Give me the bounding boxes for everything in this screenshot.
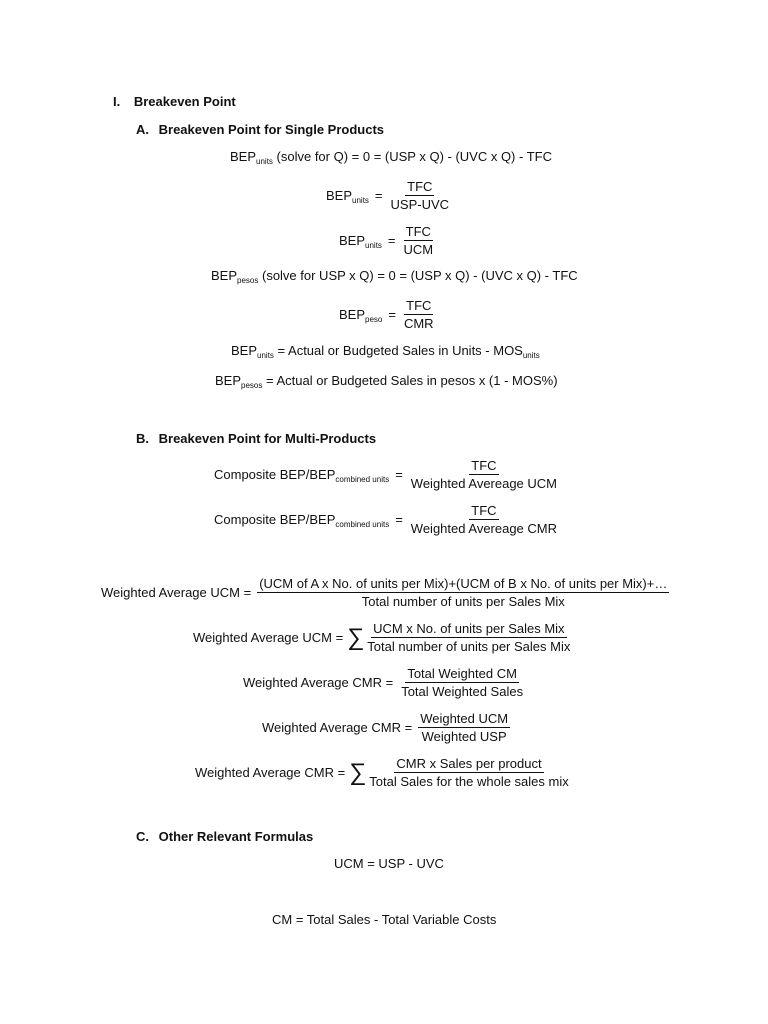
formula-composite-bep-cmr: Composite BEP/$BEP_{combined units}$ = $\frac{\text{TFC}}{\text{Weighted Avereage CMR}}$ [214,503,558,536]
fraction: $\frac{\text{Weighted UCM}}{\text{Weighted USP}}$ [420,711,509,744]
formula-bep-units-tfc-ucm: $BEP_{units}$ = $\frac{\text{TFC}}{\text{UCM}}$ [339,224,434,257]
formula-weighted-cmr-ucm-usp: Weighted Average CMR = $\frac{\text{Weighted UCM}}{\text{Weighted USP}}$ [262,711,509,744]
section-title: Breakeven Point for Multi-Products [158,431,377,446]
formula-weighted-cmr-sigma: Weighted Average CMR = ∑ $\frac{\text{CMR x Sales per product}}{\text{Total Sales for the whole sales mix}}$ [195,756,569,789]
sigma-symbol: ∑ [349,758,367,786]
section-title: Other Relevant Formulas [158,829,314,844]
section-heading-a [136,122,384,137]
formula-weighted-ucm-expanded: Weighted Average UCM = (UCM of A x No. of units per Mix)+(UCM of B x No. of units per Mix)+… Total number of units per Sales Mix [101,576,668,609]
section-heading-c [136,829,313,844]
fraction: (UCM of A x No. of units per Mix)+(UCM of B x No. of units per Mix)+… Total number of units per Sales Mix [259,576,668,609]
formula-bep-units-mos: $BEP_{units}$ = Actual or Budgeted Sales in Units - $MOS_{units}$ [231,343,540,360]
sigma-symbol: ∑ [347,623,365,651]
section-heading-i [113,94,236,109]
section-marker: B. [136,431,149,446]
formula-bep-pesos-mos: $BEP_{pesos}$ = Actual or Budgeted Sales in pesos x (1 - MOS%) [215,373,558,390]
fraction: $\frac{\text{TFC}}{\text{USP-UVC}}$ [390,179,450,212]
fraction: $\frac{\text{UCM x No. of units per Sales Mix}}{\text{Total number of units per Sales Mix}}$ [367,621,571,654]
fraction: $\frac{\text{TFC}}{\text{UCM}}$ [403,224,434,257]
formula-weighted-ucm-sigma: Weighted Average UCM = ∑ $\frac{\text{UCM x No. of units per Sales Mix}}{\text{Total number of units per Sales Mix}}$ [193,621,571,654]
section-marker: C. [136,829,149,844]
fraction: $\frac{\text{TFC}}{\text{Weighted Avereage UCM}}$ [410,458,558,491]
fraction: $\frac{\text{CMR x Sales per product}}{\text{Total Sales for the whole sales mix}}$ [369,756,569,789]
fraction: $\frac{\text{TFC}}{\text{Weighted Avereage CMR}}$ [410,503,558,536]
section-title: Breakeven Point [133,94,236,109]
formula-composite-bep-ucm: Composite BEP/$BEP_{combined units}$ = $\frac{\text{TFC}}{\text{Weighted Avereage UCM}}$ [214,458,558,491]
section-marker: I. [113,94,121,109]
formula-bep-peso-tfc-cmr: $BEP_{peso}$ = $\frac{\text{TFC}}{\text{CMR}}$ [339,298,434,331]
formula-weighted-cmr-total: Weighted Average CMR = $\frac{\text{Total Weighted CM}}{\text{Total Weighted Sales}}$ [243,666,524,699]
fraction: $\frac{\text{TFC}}{\text{CMR}}$ [403,298,434,331]
formula-bep-units-tfc-usp-uvc: $BEP_{units}$ = $\frac{\text{TFC}}{\text{USP-UVC}}$ [326,179,450,212]
section-title: Breakeven Point for Single Products [158,122,385,137]
fraction: $\frac{\text{Total Weighted CM}}{\text{Total Weighted Sales}}$ [401,666,524,699]
section-marker: A. [136,122,149,137]
formula-bep-units-solve-q: $BEP_{units}$ (solve for Q) = 0 = (USP x Q) - (UVC x Q) - TFC [230,149,552,166]
formula-cm: CM = Total Sales - Total Variable Costs [272,912,497,927]
formula-ucm: UCM = USP - UVC [334,856,444,871]
section-heading-b [136,431,376,446]
formula-bep-pesos-solve: $BEP_{pesos}$ (solve for USP x Q) = 0 = (USP x Q) - (UVC x Q) - TFC [211,268,578,285]
